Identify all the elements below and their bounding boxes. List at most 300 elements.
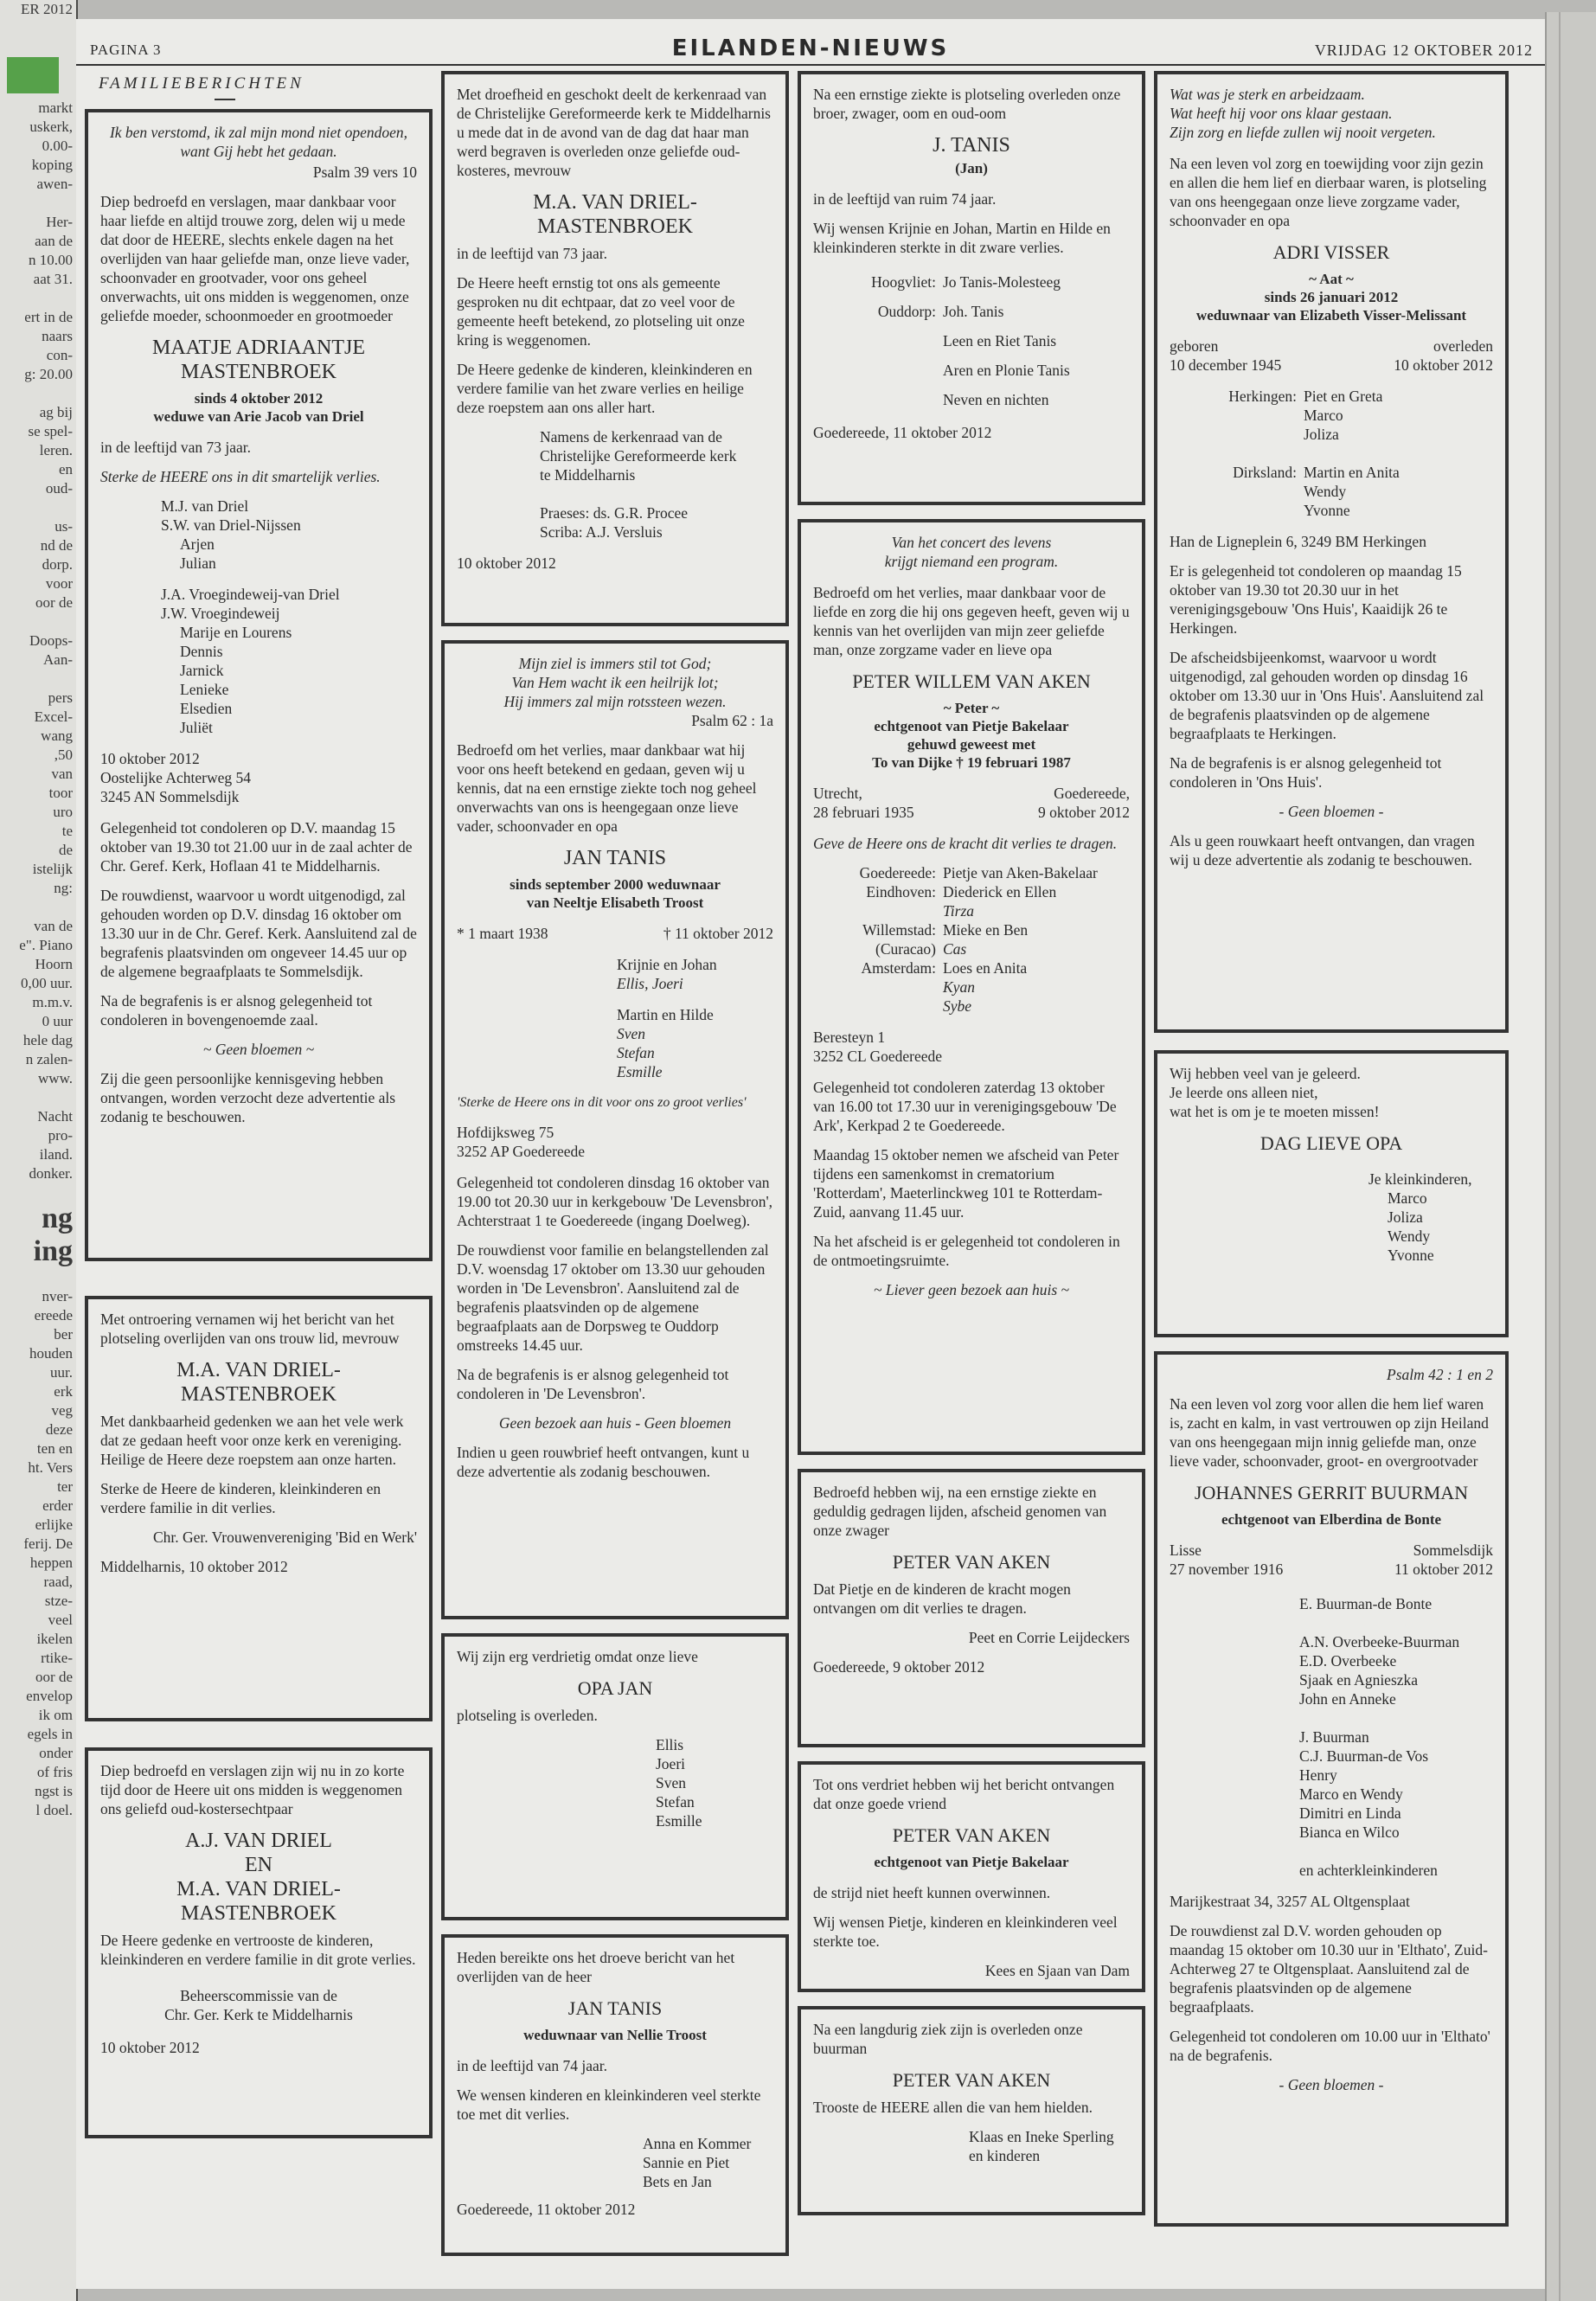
list-line: Martin en Hilde xyxy=(617,1006,714,1023)
list-line xyxy=(1299,1708,1493,1727)
section-divider xyxy=(215,99,235,100)
family-list-2 xyxy=(457,1005,773,1081)
list-line: Van het concert des levens xyxy=(891,534,1052,551)
green-block xyxy=(7,57,59,93)
prev-page-line: ferij. De xyxy=(23,1535,73,1552)
prev-page-line: te xyxy=(61,823,73,839)
died-label: overleden xyxy=(1433,337,1493,355)
list-line: M.J. van Driel xyxy=(161,497,249,515)
prev-page-line: wang xyxy=(41,727,73,744)
condolence-info: Gelegenheid tot condoleren om 10.00 uur in 'Elthato' na de begrafenis. xyxy=(1170,2028,1490,2064)
list-line: Scriba: A.J. Versluis xyxy=(540,523,663,541)
widower-of: van Neeltje Elisabeth Troost xyxy=(526,894,704,911)
prev-page-line: Aan- xyxy=(43,651,73,668)
body-text: Wij wensen Pietje, kinderen en kleinkinderen veel sterkte toe. xyxy=(813,1913,1118,1950)
prev-page-line: ht. Vers xyxy=(28,1459,73,1476)
motto: Geve de Heere ons de kracht dit verlies te dragen. xyxy=(813,835,1118,852)
notice-beheerscommissie xyxy=(85,1747,433,2138)
birth-date: 10 december 1945 xyxy=(1170,356,1282,374)
row-value: Tirza xyxy=(943,902,974,920)
list-line: Hij immers zal mijn rotssteen wezen. xyxy=(503,693,727,710)
prev-page-line: envelop xyxy=(26,1688,73,1704)
list-line: Marco xyxy=(1388,1189,1427,1207)
family-table xyxy=(813,267,1130,414)
notice-peter-willem-van-aken xyxy=(798,519,1145,1455)
list-line: John en Anneke xyxy=(1299,1690,1396,1708)
verse-reference: Psalm 62 : 1a xyxy=(691,712,773,729)
prev-page-line: pers xyxy=(48,689,73,706)
prev-page-line: dorp. xyxy=(42,556,73,573)
family-table xyxy=(1170,387,1493,520)
prev-page-line: deze xyxy=(45,1421,73,1438)
age: in de leeftijd van 73 jaar. xyxy=(457,245,607,262)
row-value: Diederick en Ellen xyxy=(943,883,1057,901)
deceased-name: JAN TANIS xyxy=(563,847,667,869)
notice-vrouwenvereniging xyxy=(85,1296,433,1721)
page-number: PAGINA 3 xyxy=(90,42,162,58)
intro-text: Bedroefd hebben wij, na een ernstige ziekte en geduldig gedragen lijden, afscheid genomen van onze zwager xyxy=(813,1484,1107,1539)
after-burial-info: Na de begrafenis is er alsnog gelegenheid tot condoleren in 'Ons Huis'. xyxy=(1170,754,1442,791)
prev-page-line: erder xyxy=(42,1497,73,1514)
section-title: FAMILIEBERICHTEN xyxy=(99,74,304,93)
row-value: Cas xyxy=(943,940,967,958)
prev-page-line: naars xyxy=(42,328,73,344)
row-value: Neven en nichten xyxy=(943,391,1049,408)
notice-adri-visser xyxy=(1154,71,1509,1033)
prev-page-line: hele dag xyxy=(22,1032,73,1048)
list-line: 3252 AP Goedereede xyxy=(457,1143,586,1160)
prev-page-line: Nacht xyxy=(37,1108,73,1125)
intro-text: Heden bereikte ons het droeve bericht van het overlijden van de heer xyxy=(457,1949,735,1985)
condolence-info: Gelegenheid tot condoleren op D.V. maandag 15 oktober van 19.30 tot 21.00 uur in de zaal achter de Chr. Geref. Kerk, Hoflaan 41 te Middelharnis. xyxy=(100,819,413,875)
intro-text: Diep bedroefd en verslagen, maar dankbaar voor haar liefde en altijd trouwe zorg, delen wij u mede dat door de HEERE, slechts enkele dagen na het overlijden van haar geliefde man, onze lieve vader, schoonvader en grootvader, voor ons geheel onverwachts, uit ons midden is weggenomen, onze geliefde moeder, schoonmoeder en grootmoeder xyxy=(100,193,410,324)
list-line: Wat heeft hij voor ons klaar gestaan. xyxy=(1170,105,1393,122)
address xyxy=(813,1028,1130,1066)
body-text: De Heere gedenke en vertrooste de kinderen, kleinkinderen en verdere familie in dit grote verlies. xyxy=(100,1932,416,1968)
list-line: Marije en Lourens xyxy=(180,624,292,641)
row-label: Herkingen: xyxy=(1228,388,1297,405)
row-value: Leen en Riet Tanis xyxy=(943,332,1057,349)
list-line: wat het is om je te moeten missen! xyxy=(1170,1103,1380,1120)
notice-opa-jan xyxy=(441,1633,789,1920)
list-line: E.D. Overbeeke xyxy=(1299,1652,1397,1670)
row-label xyxy=(1170,444,1304,463)
prev-page-line: ,50 xyxy=(54,747,73,763)
list-line: J.W. Vroegindeweij xyxy=(161,605,280,622)
list-line: te Middelharnis xyxy=(540,466,636,484)
prev-page-line: e". Piano xyxy=(19,937,73,953)
prev-page-line: heppen xyxy=(29,1554,73,1571)
body-text: De Heere heeft ernstig tot ons als gemeente gesproken nu dit echtpaar, dat zo veel voor de gemeente heeft betekend, zo plotseling uit onze kring is weggenomen. xyxy=(457,274,745,349)
motto: 'Sterke de Heere ons in dit voor ons zo groot verlies' xyxy=(457,1095,747,1110)
born-label: geboren xyxy=(1170,337,1219,355)
deceased-name: M.A. VAN DRIEL-MASTENBROEK xyxy=(176,1359,341,1406)
list-line: Praeses: ds. G.R. Procee xyxy=(540,504,689,522)
prev-page-line: houden xyxy=(29,1345,73,1362)
prev-page-line: oor de xyxy=(35,1669,73,1685)
previously-married: gehuwd geweest met xyxy=(907,736,1036,753)
row-value: Joliza xyxy=(1304,426,1339,443)
notice-buurman-peter xyxy=(798,2006,1145,2215)
prev-page-line: van xyxy=(51,766,73,782)
prev-page-line: ten en xyxy=(36,1440,73,1457)
list-line: Ellis, Joeri xyxy=(617,975,683,992)
flowers-note: ~ Geen bloemen ~ xyxy=(202,1041,315,1058)
intro-text: Na een leven vol zorg en toewijding voor zijn gezin en allen die hem lief en dierbaar waren, is plotseling van ons heengegaan onze lieve zorgzame vader, schoonvader en opa xyxy=(1170,155,1487,229)
row-label: Goedereede: xyxy=(859,864,936,881)
signature xyxy=(813,2127,1130,2165)
list-line: Arjen xyxy=(180,535,215,553)
widower-of: weduwnaar van Nellie Troost xyxy=(523,2027,707,2043)
prev-page-line: l doel. xyxy=(35,1802,73,1818)
address xyxy=(100,749,417,806)
visit-note: ~ Liever geen bezoek aan huis ~ xyxy=(874,1281,1069,1298)
service-info: De rouwdienst zal D.V. worden gehouden op maandag 15 oktober om 10.30 uur in 'Elthato', Zuid-Achterweg 27 te Oltgensplaat. Aansluitend zal de begrafenis plaatsvinden op de algemene begraafplaats. xyxy=(1170,1922,1488,2016)
heading: DAG LIEVE OPA xyxy=(1259,1132,1403,1154)
prev-page-line: Her- xyxy=(46,214,73,230)
prev-page-line: leren. xyxy=(39,442,73,458)
intro-text: Bedroefd om het verlies, maar dankbaar wat hij voor ons heeft betekend en gedaan, geven wij u kennis, dat na een ernstige ziekte toch nog geheel onverwachts van ons is heengegaan onze lieve vader, schoonvader en opa xyxy=(457,741,757,835)
deceased-name: OPA JAN xyxy=(577,1677,653,1699)
row-value xyxy=(1304,444,1493,463)
deceased-name: PETER VAN AKEN xyxy=(892,1551,1051,1573)
prev-page-line: Hoorn xyxy=(35,956,73,972)
prev-page-line: ikelen xyxy=(36,1631,73,1647)
prev-page-line: ing xyxy=(33,1235,73,1267)
since-date: sinds 4 oktober 2012 xyxy=(194,390,324,407)
list-line: Marco en Wendy xyxy=(1299,1785,1403,1803)
row-label xyxy=(813,326,943,356)
prev-page-line: van de xyxy=(34,918,73,934)
nickname: (Jan) xyxy=(955,160,988,176)
prev-page-line: erlijke xyxy=(35,1516,73,1533)
row-value: Piet en Greta xyxy=(1304,388,1383,405)
prev-page-line: www. xyxy=(38,1070,73,1086)
row-value: Aren en Plonie Tanis xyxy=(943,362,1070,379)
prev-page-line: Doops- xyxy=(29,632,73,649)
deceased-name: JAN TANIS xyxy=(567,1997,663,2019)
list-line: krijgt niemand een program. xyxy=(884,553,1059,570)
prev-page-line: stze- xyxy=(44,1593,73,1609)
list-line: Wendy xyxy=(1388,1227,1431,1245)
prev-page-line: nver- xyxy=(42,1288,73,1304)
prev-page-line: koping xyxy=(31,157,73,173)
list-line: Je kleinkinderen, xyxy=(1368,1170,1472,1188)
row-value: Joh. Tanis xyxy=(943,303,1004,320)
column-1 xyxy=(85,71,433,2152)
notice-jan-tanis-family xyxy=(441,640,789,1619)
prev-page-line: ter xyxy=(57,1478,73,1495)
column-4 xyxy=(1154,71,1509,2240)
list-line: Jarnick xyxy=(180,662,224,679)
prev-page-line: 0.00- xyxy=(42,138,73,154)
list-line: Hofdijksweg 75 xyxy=(457,1124,554,1141)
deceased-name: ADRI VISSER xyxy=(1272,241,1390,263)
service-info: De afscheidsbijeenkomst, waarvoor u wordt uitgenodigd, zal gehouden worden op dinsdag 16 oktober om 13.30 uur in 'Ons Huis'. Aansluitend zal de begrafenis plaatsvinden op de algemene begraafplaats te Herkingen. xyxy=(1170,649,1484,742)
date: 10 oktober 2012 xyxy=(457,554,556,572)
list-line: Christelijke Gereformeerde kerk xyxy=(540,447,737,465)
row-label: Dirksland: xyxy=(1233,464,1297,481)
death-date: 10 oktober 2012 xyxy=(1394,356,1493,374)
body-text: Trooste de HEERE allen die van hem hielden. xyxy=(813,2099,1093,2116)
notice-text: Als u geen rouwkaart heeft ontvangen, dan vragen wij u deze advertentie als zodanig te beschouwen. xyxy=(1170,832,1475,868)
intro-text: Na een leven vol zorg voor allen die hem lief waren is, zacht en kalm, in vast vertrouwen op zijn Heiland van ons heengegaan mijn innig geliefde man, onze lieve vader, schoonvader, groot- en overgrootvader xyxy=(1170,1395,1489,1470)
family-table xyxy=(813,863,1130,1016)
body-text: Wij wensen Krijnie en Johan, Martin en Hilde en kleinkinderen sterkte in dit zware verlies. xyxy=(813,220,1111,256)
deceased-name: PETER VAN AKEN xyxy=(892,1824,1051,1846)
prev-page-line: ber xyxy=(54,1326,73,1343)
newspaper-page xyxy=(76,19,1545,2289)
list-line: Klaas en Ineke Sperling xyxy=(969,2128,1114,2145)
prev-page-line: veel xyxy=(48,1612,73,1628)
condolence-info: Gelegenheid tot condoleren zaterdag 13 oktober van 16.00 tot 17.30 uur in verenigingsgebouw 'De Ark', Kerkpad 2 te Goedereede. xyxy=(813,1079,1117,1134)
motto: Sterke de HEERE ons in dit smartelijk verlies. xyxy=(100,468,381,485)
deceased-name: PETER VAN AKEN xyxy=(892,2069,1051,2091)
column-3 xyxy=(798,71,1145,2229)
deceased-name-2: M.A. VAN DRIEL-MASTENBROEK xyxy=(176,1878,341,1925)
list-line: en achterkleinkinderen xyxy=(1299,1862,1438,1879)
notice-vriend-peter xyxy=(798,1761,1145,1992)
prev-page-line: ngst is xyxy=(35,1783,73,1799)
row-value: Loes en Anita xyxy=(943,959,1028,977)
body-text: Dat Pietje en de kinderen de kracht mogen ontvangen om dit verlies te dragen. xyxy=(813,1580,1071,1617)
place-date: Goedereede, 9 oktober 2012 xyxy=(813,1658,985,1676)
list-line: Sven xyxy=(617,1025,646,1042)
deceased-name: JOHANNES GERRIT BUURMAN xyxy=(1194,1482,1469,1503)
list-line: S.W. van Driel-Nijssen xyxy=(161,516,301,534)
row-label: Willemstad: xyxy=(862,921,936,939)
prev-page-line: uskerk, xyxy=(29,119,73,135)
list-line: Oostelijke Achterweg 54 xyxy=(100,769,251,786)
list-line: Van Hem wacht ik een heilrijk lot; xyxy=(511,674,719,691)
signature: Chr. Ger. Vrouwenvereniging 'Bid en Werk' xyxy=(152,1529,417,1546)
previous-spouse: To van Dijke † 19 februari 1987 xyxy=(872,754,1071,771)
notice-j-tanis xyxy=(798,71,1145,505)
spouse: echtgenoot van Elberdina de Bonte xyxy=(1221,1511,1442,1528)
list-line: Anna en Kommer xyxy=(643,2135,752,2152)
prev-page-line: markt xyxy=(38,99,73,116)
row-value: Pietje van Aken-Bakelaar xyxy=(943,864,1098,881)
prev-page-line: se spel- xyxy=(28,423,73,439)
family-list-1 xyxy=(457,955,773,993)
spouse: echtgenoot van Pietje Bakelaar xyxy=(874,718,1069,734)
prev-page-line: ER 2012 xyxy=(21,1,73,17)
date: 10 oktober 2012 xyxy=(100,2039,200,2056)
page-edge-right xyxy=(1545,12,1596,2301)
prev-page-line: n zalen- xyxy=(25,1051,73,1067)
flowers-note: Geen bezoek aan huis - Geen bloemen xyxy=(498,1414,732,1432)
prev-page-line: m.m.v. xyxy=(32,994,73,1010)
row-value: Mieke en Ben xyxy=(943,921,1029,939)
intro-text: Wij zijn erg verdrietig omdat onze lieve xyxy=(457,1648,698,1665)
row-value: Marco xyxy=(1304,407,1343,424)
address xyxy=(457,1123,773,1161)
row-label xyxy=(1170,425,1304,444)
spouse: echtgenoot van Pietje Bakelaar xyxy=(874,1854,1069,1870)
list-line: 3252 CL Goedereede xyxy=(813,1048,943,1065)
notice-zwager-peter xyxy=(798,1469,1145,1747)
list-line: 3245 AN Sommelsdijk xyxy=(100,788,240,805)
row-value: Kyan xyxy=(943,978,975,996)
signature: Peet en Corrie Leijdeckers xyxy=(968,1629,1130,1646)
list-line: Stefan xyxy=(617,1044,655,1061)
notice-kerkenraad xyxy=(441,71,789,626)
list-line: Dennis xyxy=(180,643,223,660)
list-line: Joliza xyxy=(1388,1208,1423,1226)
prev-page-line: voor xyxy=(45,575,73,592)
list-line: Sven xyxy=(656,1774,686,1791)
row-value: Jo Tanis-Molesteeg xyxy=(943,273,1061,291)
prev-page-line: egels in xyxy=(27,1726,73,1742)
condolence-info: Gelegenheid tot condoleren dinsdag 16 oktober van 19.00 tot 20.30 uur in kerkgebouw 'De Levensbron', Achterstraat 1 te Goedereede (ingang Doelweg). xyxy=(457,1174,772,1229)
verse xyxy=(457,654,773,711)
address: Marijkestraat 34, 3257 AL Oltgensplaat xyxy=(1170,1893,1410,1910)
prev-page-line: toor xyxy=(48,785,73,801)
prev-page-line: raad, xyxy=(43,1574,73,1590)
prev-page-line: ik om xyxy=(38,1707,73,1723)
list-line: Beresteyn 1 xyxy=(813,1029,886,1046)
row-label: Hoogvliet: xyxy=(871,273,936,291)
prev-page-line: veg xyxy=(51,1402,73,1419)
death-date: 11 oktober 2012 xyxy=(1394,1561,1493,1578)
list-line: Krijnie en Johan xyxy=(617,956,717,973)
prev-page-line: iland. xyxy=(39,1146,73,1163)
death-date: 9 oktober 2012 xyxy=(1038,804,1130,821)
prev-page-line: g: 20.00 xyxy=(24,366,73,382)
notice-jan-tanis-relatives xyxy=(441,1934,789,2256)
list-line: Bets en Jan xyxy=(643,2173,712,2190)
list-line: Je leerde ons alleen niet, xyxy=(1170,1084,1318,1101)
family-list-1 xyxy=(100,497,417,573)
list-line xyxy=(540,484,773,503)
deceased-name: M.A. VAN DRIEL-MASTENBROEK xyxy=(533,191,697,238)
nickname: ~ Peter ~ xyxy=(943,700,1000,716)
birth-date: * 1 maart 1938 xyxy=(457,925,548,942)
place-date: Middelharnis, 10 oktober 2012 xyxy=(100,1558,288,1575)
prev-page-line: aat 31. xyxy=(33,271,73,287)
flowers-note: - Geen bloemen - xyxy=(1279,2076,1384,2093)
conjunction: EN xyxy=(245,1854,272,1876)
service-info: De rouwdienst voor familie en belangstellenden zal D.V. woensdag 17 oktober om 13.30 uur gehouden worden in 'De Levensbron'. Aansluitend zal de begrafenis plaatsvinden op de algemene begraafplaats aan de Dorpsweg te Ouddorp omstreeks 14.45 uur. xyxy=(457,1241,769,1354)
verse-reference: Psalm 42 : 1 en 2 xyxy=(1387,1366,1493,1383)
list-line: Wij hebben veel van je geleerd. xyxy=(1170,1065,1361,1082)
intro-text: Tot ons verdriet hebben wij het bericht ontvangen dat onze goede vriend xyxy=(813,1776,1115,1812)
row-label: (Curacao) xyxy=(875,940,936,958)
widower-of: weduwnaar van Elizabeth Visser-Melissant xyxy=(1195,307,1467,324)
body-text: Sterke de Heere de kinderen, kleinkinderen en verdere familie in dit verlies. xyxy=(100,1480,381,1516)
prev-page-line: de xyxy=(58,842,73,858)
nickname: ~ Aat ~ xyxy=(1309,271,1354,287)
prev-page-line: oor de xyxy=(35,594,73,611)
death-date: † 11 oktober 2012 xyxy=(663,925,773,942)
body-text: Met dankbaarheid gedenken we aan het vele werk dat ze gedaan heeft voor onze kerk en vereniging. Heilige de Heere deze roepstem aan onze harten. xyxy=(100,1413,404,1468)
signature-2: Chr. Ger. Kerk te Middelharnis xyxy=(164,2006,353,2023)
row-label xyxy=(813,385,943,414)
row-value: Wendy xyxy=(1304,483,1347,500)
row-label xyxy=(1170,482,1304,501)
prev-page-line: istelijk xyxy=(32,861,73,877)
prev-page-line: 0 uur xyxy=(42,1013,73,1029)
list-line: Julian xyxy=(180,554,216,572)
list-line: Wat was je sterk en arbeidzaam. xyxy=(1170,86,1365,103)
prev-page-line: con- xyxy=(46,347,73,363)
row-label xyxy=(813,901,943,920)
deceased-name-1: A.J. VAN DRIEL xyxy=(185,1830,332,1852)
masthead: EILANDEN-NIEUWS xyxy=(671,35,950,61)
row-label xyxy=(813,977,943,997)
prev-page-line: nd de xyxy=(40,537,73,554)
page-header xyxy=(76,33,1545,66)
flowers-note: - Geen bloemen - xyxy=(1279,803,1384,820)
family-list-2 xyxy=(100,585,417,737)
list-line: Ellis xyxy=(656,1736,684,1753)
condolence-info: Er is gelegenheid tot condoleren op maandag 15 oktober van 19.30 tot 20.30 uur in het verenigingsgebouw 'Ons Huis', Kaaidijk 26 te Herkingen. xyxy=(1170,562,1462,637)
prev-page-line: awen- xyxy=(36,176,73,192)
list-line: en kinderen xyxy=(969,2147,1041,2164)
list-line: Sjaak en Agnieszka xyxy=(1299,1671,1419,1689)
age: in de leeftijd van 73 jaar. xyxy=(100,439,251,456)
notice-text: Zij die geen persoonlijke kennisgeving hebben ontvangen, worden verzocht deze advertentie als zodanig te beschouwen. xyxy=(100,1070,396,1125)
list-line: Esmille xyxy=(656,1812,702,1830)
row-label xyxy=(813,997,943,1016)
list-line: Elsedien xyxy=(180,700,233,717)
place-date: Goedereede, 11 oktober 2012 xyxy=(813,424,992,441)
birth-date: 28 februari 1935 xyxy=(813,804,914,821)
previous-page-edge xyxy=(0,0,78,2301)
list-line: Namens de kerkenraad van de xyxy=(540,428,722,445)
birth-date: 27 november 1916 xyxy=(1170,1561,1284,1578)
row-label xyxy=(1170,406,1304,425)
after-burial-info: Na de begrafenis is er alsnog gelegenheid tot condoleren in bovengenoemde zaal. xyxy=(100,992,373,1029)
row-value: Sybe xyxy=(943,997,972,1015)
issue-date: VRIJDAG 12 OKTOBER 2012 xyxy=(1314,42,1533,59)
notice-mastenbroek-family xyxy=(85,109,433,1261)
prev-page-line: us- xyxy=(54,518,73,535)
list-line: Zijn zorg en liefde zullen wij nooit vergeten. xyxy=(1170,124,1436,141)
row-label: Ouddorp: xyxy=(877,303,936,320)
list-line: Juliët xyxy=(180,719,213,736)
list-line: Joeri xyxy=(656,1755,686,1772)
notice-johannes-buurman xyxy=(1154,1351,1509,2227)
age: in de leeftijd van 74 jaar. xyxy=(457,2057,607,2074)
age: in de leeftijd van ruim 74 jaar. xyxy=(813,190,997,208)
deceased-name: J. TANIS xyxy=(933,134,1010,157)
intro-text: Na een langdurig ziek zijn is overleden onze buurman xyxy=(813,2021,1083,2057)
list-line: J. Buurman xyxy=(1299,1728,1369,1746)
prev-page-line: 0,00 uur. xyxy=(21,975,73,991)
prev-page-line: erk xyxy=(54,1383,73,1400)
prev-page-line: ng xyxy=(42,1202,73,1234)
prev-page-line: onder xyxy=(39,1745,73,1761)
prev-page-line: oud- xyxy=(45,480,73,497)
row-label: Amsterdam: xyxy=(861,959,936,977)
intro-text: Bedroefd om het verlies, maar dankbaar voor de liefde en zorg die hij ons gegeven heeft, geven wij u kennis van het overlijden van mijn zeer geliefde man, onze zorgzame vader en lieve opa xyxy=(813,584,1130,658)
grandchildren-list xyxy=(1170,1170,1493,1265)
death-place: Sommelsdijk xyxy=(1413,1541,1493,1559)
body-text: De Heere gedenke de kinderen, kleinkinderen en verdere familie van het zware verlies en heilige deze roepstem aan ons aller hart. xyxy=(457,361,753,416)
prev-page-line: ng: xyxy=(54,880,73,896)
prev-page-line: uro xyxy=(53,804,73,820)
row-label xyxy=(1170,501,1304,520)
deceased-name: MAATJE ADRIAANTJE MASTENBROEK xyxy=(152,336,365,383)
body-text: plotseling is overleden. xyxy=(457,1707,598,1724)
list-line: Lenieke xyxy=(180,681,229,698)
signature-1: Beheerscommissie van de xyxy=(180,1987,337,2004)
verse xyxy=(813,533,1130,571)
service-info: Maandag 15 oktober nemen we afscheid van Peter tijdens een samenkomst in crematorium 'Rotterdam', Maeterlinckweg 101 te Rotterdam-Zuid, aanvang 11.45 uur. xyxy=(813,1146,1119,1221)
notice-text: Indien u geen rouwbrief heeft ontvangen, kunt u deze advertentie als zodanig beschouwen. xyxy=(457,1444,750,1480)
prev-page-line: of fris xyxy=(36,1764,73,1780)
